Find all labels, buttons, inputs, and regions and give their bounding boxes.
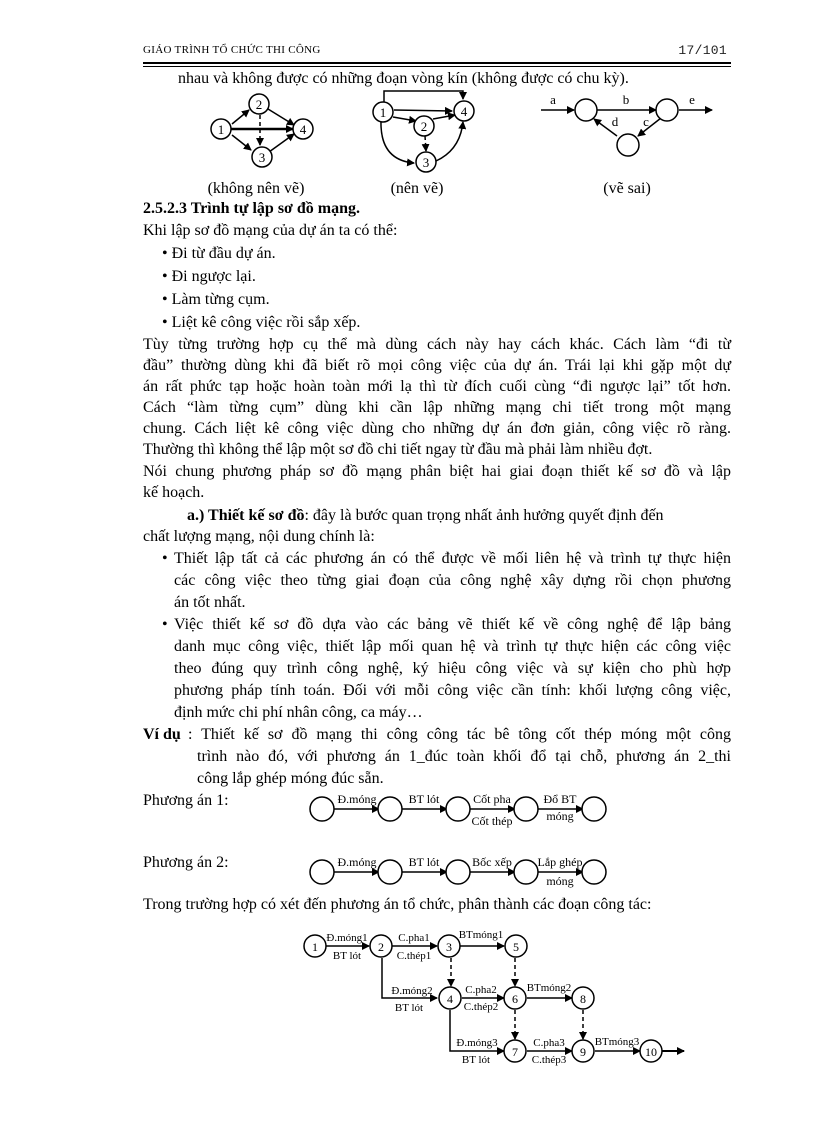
section-lead: Khi lập sơ đồ mạng của dự án ta có thể: <box>143 222 398 239</box>
activity-label: Bốc xếp <box>472 855 512 869</box>
node-label: 1 <box>217 122 225 137</box>
bullet-item: • Liệt kê công việc rồi sắp xếp. <box>162 314 361 331</box>
node <box>378 860 402 884</box>
paragraph-line: kế hoạch. <box>143 484 205 501</box>
activity-label: Đ.móng <box>337 792 377 806</box>
paragraph-line: Nói chung phương pháp sơ đồ mạng phân biệt hai giai đoạn thiết kế sơ đồ và lập <box>143 463 731 480</box>
activity-label: BTmóng1 <box>458 929 504 941</box>
node-label: 5 <box>513 940 519 954</box>
edge-label: a <box>550 92 556 107</box>
example-line: : Thiết kế sơ đồ mạng thi công công tác bê tông cốt thép móng một công <box>188 726 731 743</box>
activity-label: C.pha2 <box>465 984 497 996</box>
bullet-item: • Đi ngược lại. <box>162 268 256 285</box>
section-heading: 2.5.2.3 Trình tự lập sơ đồ mạng. <box>143 200 361 217</box>
node-label: 3 <box>446 940 452 954</box>
node <box>582 860 606 884</box>
plan1-label: Phương án 1: <box>143 792 229 809</box>
paragraph-line: Thường thì không thể lập một sơ đồ chi tiết ngay từ đầu mà phải làm nhiều đợt. <box>143 441 653 458</box>
bullet-line: các công việc theo từng giai đoạn của công nghệ xây dựng rồi chọn phương <box>174 572 731 589</box>
edge-label: c <box>643 114 649 129</box>
activity-label: C.pha1 <box>398 932 430 944</box>
edge-label: e <box>689 92 695 107</box>
activity-label: BT lót <box>461 1054 491 1066</box>
node <box>514 797 538 821</box>
node-label: 1 <box>379 105 387 120</box>
node <box>310 797 334 821</box>
activity-label: BT lót <box>332 950 362 962</box>
paragraph-line: đầu” thường dùng khi đã biết rõ mọi công việc của dự án. Trái lại khi gặp một dự <box>143 357 731 374</box>
header-title: GIÁO TRÌNH TỔ CHỨC THI CÔNG <box>143 44 321 56</box>
activity-label: C.thép2 <box>463 1001 499 1013</box>
node-label: 4 <box>447 992 453 1006</box>
bullet-line: phương pháp tính toán. Đối với mỗi công việc cần tính: khối lượng công việc, <box>174 682 731 699</box>
activity-label: Đ.móng2 <box>391 985 433 997</box>
activity-label: móng <box>546 874 574 888</box>
activity-label: BTmóng2 <box>526 982 572 994</box>
example-line: trình nào đó, với phương án 1_đúc toàn khối đổ tại chỗ, phương án 2_thi <box>197 748 731 765</box>
node-label: 1 <box>312 940 318 954</box>
activity-label: Cốt pha <box>473 792 511 806</box>
node-label: 2 <box>420 119 428 134</box>
paragraph-line: chất lượng mạng, nội dung chính là: <box>143 528 375 545</box>
activity-label: BT lót <box>394 1002 424 1014</box>
plan2-label: Phương án 2: <box>143 854 229 871</box>
activity-label: C.thép3 <box>531 1054 567 1066</box>
bullet-item: • Đi từ đầu dự án. <box>162 245 276 262</box>
activity-label: BTmóng3 <box>594 1036 640 1048</box>
activity-label: Cốt thép <box>471 814 513 828</box>
activity-label: móng <box>546 809 574 823</box>
activity-label: BT lót <box>408 855 440 869</box>
node <box>310 860 334 884</box>
node-label: 4 <box>299 122 307 137</box>
node-label: 2 <box>255 97 263 112</box>
node <box>514 860 538 884</box>
node <box>446 860 470 884</box>
node-label: 10 <box>645 1045 657 1059</box>
activity-label: Đ.móng3 <box>456 1037 498 1049</box>
paragraph-line: Tùy từng trường hợp cụ thể mà dùng cách này hay cách khác. Cách làm “đi từ <box>143 336 731 353</box>
node <box>582 797 606 821</box>
example-label: Ví dụ <box>143 726 181 743</box>
caption-not-recommended: (không nên vẽ) <box>207 180 305 197</box>
paragraph-line: Cách “làm từng cụm” dùng khi cần lập những mạng chi tiết trong một mạng <box>143 399 731 416</box>
caption-wrong: (vẽ sai) <box>603 180 651 197</box>
bullet-line: Việc thiết kế sơ đồ dựa vào các bảng vẽ thiết kế về công nghệ để lập bảng <box>174 616 731 633</box>
node-label: 4 <box>460 104 468 119</box>
bullet-line: án tốt nhất. <box>174 594 246 611</box>
node <box>378 797 402 821</box>
bullet-line: theo đúng quy trình công nghệ, ký hiệu công việc và sự kiện cho phù hợp <box>174 660 731 677</box>
bullet-line: định mức chi phí nhân công, ca máy… <box>174 704 423 721</box>
subsection-a: a.) Thiết kế sơ đồ: đây là bước quan trọng nhất ảnh hưởng quyết định đến <box>187 507 664 524</box>
paragraph-line: án rất phức tạp hoặc hoàn toàn mới lạ thì từ đích cuối cùng “đi ngược lại” tốt hơn. <box>143 378 731 395</box>
closing-line: Trong trường hợp có xét đến phương án tổ chức, phân thành các đoạn công tác: <box>143 896 652 913</box>
caption-recommended: (nên vẽ) <box>390 180 444 197</box>
bullet-line: danh mục công việc, thiết lập mối quan hệ và trình tự thực hiện các công việc <box>174 638 731 655</box>
bullet-marker: • <box>162 550 168 567</box>
activity-label: Đổ BT <box>543 792 577 806</box>
node-label: 2 <box>378 940 384 954</box>
activity-label: Đ.móng <box>337 855 377 869</box>
activity-label: BT lót <box>408 792 440 806</box>
edge-label: d <box>611 114 619 129</box>
bullet-item: • Làm từng cụm. <box>162 291 270 308</box>
bullet-marker: • <box>162 616 168 633</box>
edge-label: b <box>622 92 630 107</box>
node-label: 8 <box>580 992 586 1006</box>
node-label: 7 <box>512 1045 518 1059</box>
activity-label: C.thép1 <box>396 950 432 962</box>
activity-label: Lắp ghép <box>537 855 583 869</box>
bullet-line: Thiết lập tất cả các phương án có thể được về mối liên hệ và trình tự thực hiện <box>174 550 731 567</box>
activity-label: C.pha3 <box>533 1037 565 1049</box>
example-line: công lắp ghép móng đúc sẵn. <box>197 770 384 787</box>
page-number: 17/101 <box>678 43 727 58</box>
node-label: 3 <box>258 150 266 165</box>
node <box>446 797 470 821</box>
node-label: 9 <box>580 1045 586 1059</box>
activity-label: Đ.móng1 <box>326 932 368 944</box>
node-label: 3 <box>422 155 430 170</box>
intro-line: nhau và không được có những đoạn vòng kín (không được có chu kỳ). <box>178 70 629 87</box>
node-label: 6 <box>512 992 518 1006</box>
paragraph-line: chung. Cách liệt kê công việc dùng cho những dự án đơn giản, công việc rõ ràng. <box>143 420 731 437</box>
